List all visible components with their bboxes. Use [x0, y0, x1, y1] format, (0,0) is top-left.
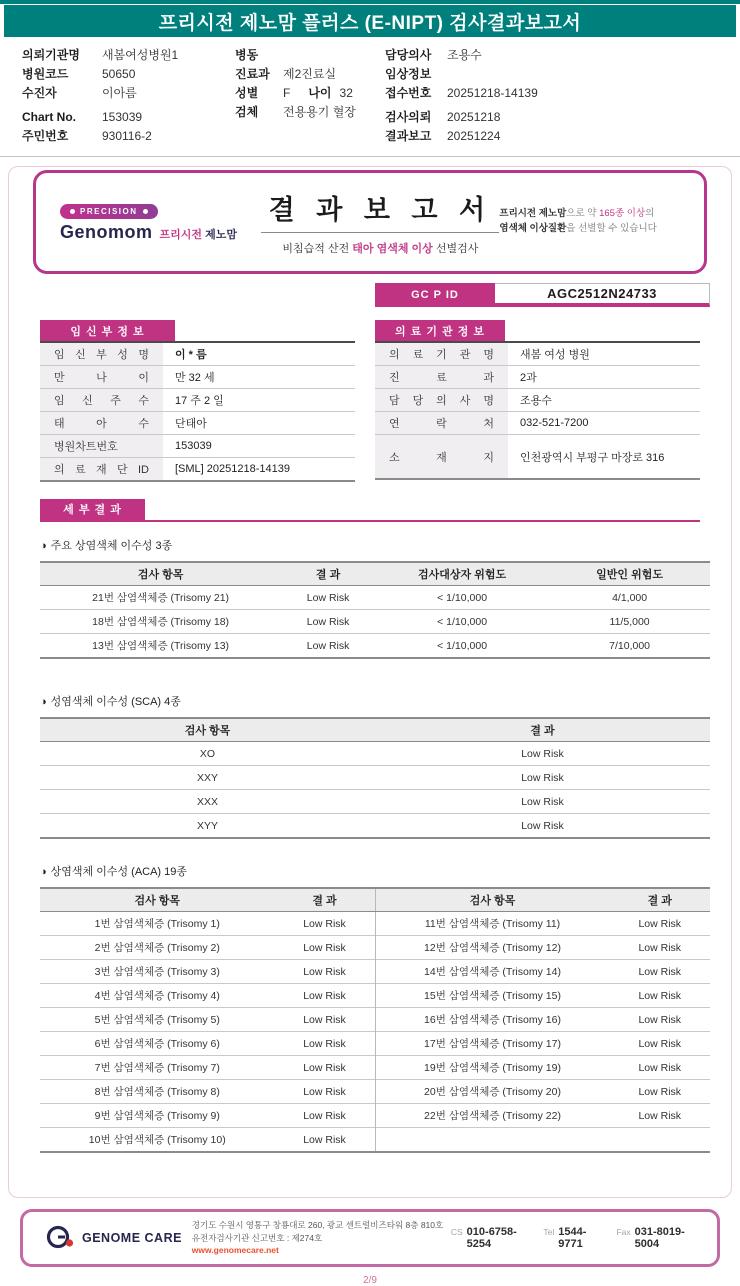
table-cell: Low Risk	[281, 610, 375, 634]
table-cell: 8번 삼염색체증 (Trisomy 8)	[40, 1080, 275, 1104]
table-cell: 검사 항목	[375, 888, 610, 912]
table-cell: 임 신 주 수	[40, 389, 163, 412]
table-cell: Low Risk	[281, 634, 375, 659]
field-label: 의뢰기관명	[22, 48, 80, 62]
gcpid-row	[375, 283, 710, 307]
maternal-info-badge: 임 신 부 정 보	[40, 320, 175, 341]
report-title-bar	[4, 5, 736, 37]
field-department	[235, 65, 385, 84]
institution-info-section	[375, 320, 700, 482]
report-main-title: 결 과 보 고 서	[268, 195, 493, 225]
institution-info-badge: 의 료 기 관 정 보	[375, 320, 505, 341]
table-row	[40, 1128, 710, 1153]
table-cell: 18번 삼염색체증 (Trisomy 18)	[40, 610, 281, 634]
half-circle-bullet-icon: ◑	[40, 540, 47, 552]
table-cell: 19번 삼염색체증 (Trisomy 19)	[375, 1056, 610, 1080]
table-row	[40, 984, 710, 1008]
field-value: 153039	[102, 110, 143, 124]
table-cell: 16번 삼염색체증 (Trisomy 16)	[375, 1008, 610, 1032]
field-requesting-institution	[22, 46, 235, 65]
table-cell: 3번 삼염색체증 (Trisomy 3)	[40, 960, 275, 984]
fax-contact	[616, 1226, 695, 1250]
contact-kind: CS	[450, 1227, 463, 1237]
table-row	[40, 1080, 710, 1104]
subtitle-suffix: 선별검사	[432, 243, 479, 255]
table-cell: 소 재 지	[375, 435, 508, 480]
table-row	[375, 435, 700, 480]
table-cell: Low Risk	[375, 766, 710, 790]
table-cell: Low Risk	[638, 917, 682, 930]
table-cell: 153039	[163, 435, 355, 458]
field-resident-no	[22, 127, 235, 146]
table-cell: 담 당 의 사 명	[375, 389, 508, 412]
table-row	[40, 634, 710, 659]
report-subtitle	[261, 240, 499, 256]
field-chart-no	[22, 108, 235, 127]
field-ward	[235, 46, 385, 65]
field-label: Chart No.	[22, 110, 76, 124]
field-label: 주민번호	[22, 129, 69, 143]
website-link: www.genomecare.net	[191, 1245, 279, 1256]
table-cell: [SML] 20251218-14139	[163, 458, 355, 482]
table-row	[40, 912, 710, 936]
info-section	[40, 320, 700, 482]
field-value: F	[283, 86, 291, 100]
subtitle-highlight: 태아 염색체 이상	[352, 243, 433, 255]
table-cell: Low Risk	[610, 1080, 711, 1104]
table-row	[40, 1056, 710, 1080]
table-cell: 13번 삼염색체증 (Trisomy 13)	[40, 634, 281, 659]
primary-aneuploidy-table	[40, 561, 710, 659]
table-cell: < 1/10,000	[375, 610, 549, 634]
field-value: 20251218	[447, 110, 501, 124]
table-header-row	[40, 888, 710, 912]
brand-name-korean	[160, 226, 237, 242]
table-cell: 의 료 재 단 ID	[40, 458, 163, 482]
table-cell	[375, 1128, 610, 1153]
promo-text	[499, 207, 704, 236]
table-cell: Low Risk	[610, 1032, 711, 1056]
report-body	[0, 170, 740, 1286]
table-cell: 2과	[508, 366, 700, 389]
gcpid-value: AGC2512N24733	[495, 283, 710, 307]
report-title-block	[261, 188, 499, 256]
table-cell: 단태아	[163, 412, 355, 435]
field-label: 검체	[235, 105, 259, 119]
field-value: 제2진료실	[283, 67, 337, 81]
title-underline	[261, 232, 499, 233]
table-row	[40, 936, 710, 960]
field-value: 새봄여성병원1	[102, 48, 179, 62]
table-cell: 20번 삼염색체증 (Trisomy 20)	[375, 1080, 610, 1104]
table-cell: 병원차트번호	[40, 435, 163, 458]
field-label: 병원코드	[22, 67, 69, 81]
table-cell: 15번 삼염색체증 (Trisomy 15)	[375, 984, 610, 1008]
contact-number: 010-6758-5254	[466, 1226, 517, 1250]
promo-normal: 을 선별할 수 있습니다	[566, 223, 657, 234]
promo-bold: 염색체 이상질환	[499, 223, 567, 234]
table-header-row	[40, 562, 710, 586]
table-cell: Low Risk	[275, 960, 376, 984]
table-cell: Low Risk	[610, 1056, 711, 1080]
brand-name: Genomom	[60, 222, 153, 242]
report-header-box	[33, 170, 707, 274]
field-value: 조용수	[447, 48, 482, 62]
field-sex-age	[235, 84, 385, 103]
table-cell: Low Risk	[275, 936, 376, 960]
contact-kind: Fax	[616, 1227, 631, 1237]
footer-box	[20, 1209, 720, 1267]
table-cell: 결 과	[375, 718, 710, 742]
table-cell: Low Risk	[375, 790, 710, 814]
promo-highlight: 165종 이상	[599, 208, 646, 220]
table-cell: 검사 항목	[40, 562, 281, 586]
table-cell: 9번 삼염색체증 (Trisomy 9)	[40, 1104, 275, 1128]
field-value: 20251224	[447, 129, 501, 143]
table-cell: < 1/10,000	[437, 591, 488, 604]
patient-header-col2	[235, 46, 385, 146]
table-row	[40, 586, 710, 610]
table-cell: 4/1,000	[612, 591, 648, 604]
footer-contacts	[451, 1226, 695, 1250]
table-cell: 만 나 이	[40, 366, 163, 389]
field-value: 전용용기 혈장	[283, 105, 356, 119]
field-label: 병동	[235, 48, 259, 62]
table-cell: 14번 삼염색체증 (Trisomy 14)	[375, 960, 610, 984]
table-cell: Low Risk	[610, 984, 711, 1008]
table-cell: 검사대상자 위험도	[375, 562, 549, 586]
subtitle-prefix: 비침습적 산전	[282, 243, 353, 255]
table-cell: 임 신 부 성 명	[40, 342, 163, 366]
maternal-info-table	[40, 341, 355, 482]
patient-header-col1	[22, 46, 235, 146]
field-label: 나이	[308, 86, 332, 100]
detail-results-rule	[40, 499, 700, 522]
aca-subsection-title	[40, 863, 700, 879]
brand-kr-rest: 제노맘	[205, 229, 237, 241]
sca-subsection-title	[40, 693, 700, 709]
brand-line	[60, 222, 261, 243]
table-cell: Low Risk	[275, 1008, 376, 1032]
table-cell: 17번 삼염색체증 (Trisomy 17)	[375, 1032, 610, 1056]
table-cell: Low Risk	[275, 1080, 376, 1104]
table-cell: 22번 삼염색체증 (Trisomy 22)	[375, 1104, 610, 1128]
maternal-info-section	[40, 320, 355, 482]
field-value: 이아름	[102, 86, 137, 100]
table-cell: XXX	[40, 790, 375, 814]
table-cell: < 1/10,000	[375, 634, 549, 659]
table-cell: 새봄 여성 병원	[520, 349, 590, 361]
table-cell: Low Risk	[275, 984, 376, 1008]
table-cell: 태 아 수	[40, 412, 163, 435]
table-cell: 032-521-7200	[508, 412, 700, 435]
table-row	[375, 389, 700, 412]
table-row	[40, 435, 355, 458]
address-line: 경기도 수원시 영통구 창룡대로 260, 광교 센트럴비즈타워 8층 810호	[191, 1219, 444, 1230]
table-cell: XXY	[40, 766, 375, 790]
table-cell: XYY	[40, 814, 375, 839]
brand-kr-highlight: 프리시전	[159, 229, 203, 241]
field-request-date	[385, 108, 685, 127]
table-cell: 일반인 위험도	[549, 562, 710, 586]
table-cell: 의 료 기 관 명	[375, 342, 508, 366]
table-cell: 7/10,000	[549, 634, 710, 659]
table-header-row	[40, 718, 710, 742]
table-cell: 연 락 처	[375, 412, 508, 435]
field-receipt-no	[385, 84, 685, 103]
patient-header	[0, 37, 740, 157]
institution-info-table	[375, 341, 700, 480]
table-row	[40, 366, 355, 389]
badge-dot-icon	[143, 209, 148, 214]
table-cell: 6번 삼염색체증 (Trisomy 6)	[40, 1032, 275, 1056]
field-label: 성별	[235, 86, 259, 100]
gcpid-label: GC P ID	[375, 283, 495, 307]
contact-number: 031-8019-5004	[634, 1226, 685, 1250]
genome-care-logo	[45, 1224, 192, 1252]
genome-care-logo-text: GENOME CARE	[82, 1231, 182, 1245]
table-cell: 결 과	[275, 888, 376, 912]
top-border-strip	[0, 0, 740, 4]
table-cell: Low Risk	[610, 1008, 711, 1032]
cs-contact	[451, 1226, 528, 1250]
table-cell: 1번 삼염색체증 (Trisomy 1)	[94, 918, 220, 930]
table-cell: 17 주 2 일	[163, 389, 355, 412]
table-cell: 만 32 세	[163, 366, 355, 389]
detail-results-badge: 세 부 결 과	[40, 499, 145, 520]
field-label: 검사의뢰	[385, 110, 432, 124]
field-specimen	[235, 103, 385, 122]
table-row	[40, 814, 710, 839]
table-cell: 검사 항목	[40, 718, 375, 742]
table-cell: 11/5,000	[549, 610, 710, 634]
table-row	[40, 610, 710, 634]
table-cell: Low Risk	[521, 747, 564, 760]
promo-bold: 프리시전 제노맘	[499, 208, 567, 220]
contact-kind: Tel	[543, 1227, 555, 1237]
subsection-label: 상염색체 이수성 (ACA) 19종	[50, 866, 188, 878]
table-cell: Low Risk	[275, 1104, 376, 1128]
promo-normal: 으로 약	[566, 208, 600, 220]
badge-dot-icon	[70, 209, 75, 214]
field-value: 20251218-14139	[447, 86, 538, 100]
footer-address	[192, 1219, 451, 1257]
field-report-date	[385, 127, 685, 146]
table-cell: Low Risk	[306, 591, 350, 604]
page-title: 프리시전 제노맘 플러스 (E-NIPT) 검사결과보고서	[158, 12, 582, 34]
field-value: 32	[339, 86, 353, 100]
field-clinical-info	[385, 65, 685, 84]
field-label: 임상정보	[385, 67, 432, 81]
promo-normal: 의	[645, 208, 655, 220]
aca-table	[40, 887, 710, 1153]
field-doctor	[385, 46, 685, 65]
table-cell: Low Risk	[375, 814, 710, 839]
table-cell: Low Risk	[610, 960, 711, 984]
table-row	[40, 1032, 710, 1056]
table-cell: 조용수	[508, 389, 700, 412]
table-row	[40, 960, 710, 984]
table-cell	[610, 1128, 711, 1153]
table-row	[375, 342, 700, 366]
field-value: 50650	[102, 67, 136, 81]
table-row	[375, 412, 700, 435]
table-row	[40, 742, 710, 766]
precision-badge	[60, 204, 158, 219]
table-cell: Low Risk	[275, 1128, 376, 1153]
table-cell: 21번 삼염색체증 (Trisomy 21)	[92, 592, 230, 604]
table-cell: 4번 삼염색체증 (Trisomy 4)	[40, 984, 275, 1008]
field-label: 진료과	[235, 67, 270, 81]
half-circle-bullet-icon: ◑	[40, 866, 47, 878]
half-circle-bullet-icon: ◑	[40, 696, 47, 708]
patient-header-col3	[385, 46, 685, 146]
table-cell: 2번 삼염색체증 (Trisomy 2)	[40, 936, 275, 960]
field-hospital-code	[22, 65, 235, 84]
precision-badge-label: PRECISION	[80, 207, 138, 216]
table-cell: 12번 삼염색체증 (Trisomy 12)	[375, 936, 610, 960]
table-row	[375, 366, 700, 389]
table-cell: 결 과	[610, 888, 711, 912]
field-value: 930116-2	[102, 129, 152, 143]
table-cell: Low Risk	[610, 1104, 711, 1128]
field-label: 담당의사	[385, 48, 432, 62]
table-cell: 10번 삼염색체증 (Trisomy 10)	[40, 1128, 275, 1153]
table-row	[40, 458, 355, 482]
field-examinee	[22, 84, 235, 103]
table-row	[40, 1104, 710, 1128]
table-cell: 7번 삼염색체증 (Trisomy 7)	[40, 1056, 275, 1080]
table-cell: 진 료 과	[375, 366, 508, 389]
contact-number: 1544-9771	[558, 1226, 587, 1250]
table-cell: 11번 삼염색체증 (Trisomy 11)	[424, 918, 561, 930]
genomom-logo	[36, 201, 261, 243]
table-cell: 결 과	[281, 562, 375, 586]
subsection-label: 주요 상염색체 이수성 3종	[50, 540, 173, 552]
table-row	[40, 389, 355, 412]
table-row	[40, 1008, 710, 1032]
table-row	[40, 342, 355, 366]
table-row	[40, 766, 710, 790]
table-cell: 인천광역시 부평구 마장로 316	[508, 435, 700, 480]
table-row	[40, 790, 710, 814]
table-row	[40, 412, 355, 435]
field-label: 접수번호	[385, 86, 432, 100]
table-cell: Low Risk	[275, 1032, 376, 1056]
genome-care-logo-icon	[45, 1224, 75, 1252]
table-cell: XO	[199, 747, 216, 760]
table-cell: Low Risk	[275, 912, 376, 936]
tel-contact	[543, 1226, 600, 1250]
sca-table	[40, 717, 710, 839]
table-cell: 이 * 름	[175, 349, 207, 361]
table-cell: 5번 삼염색체증 (Trisomy 5)	[40, 1008, 275, 1032]
primary-subsection-title	[40, 537, 700, 553]
subsection-label: 성염색체 이수성 (SCA) 4종	[50, 696, 181, 708]
table-cell: Low Risk	[610, 936, 711, 960]
page-number: 2/9	[363, 1275, 377, 1286]
field-label: 결과보고	[385, 129, 432, 143]
table-cell: Low Risk	[275, 1056, 376, 1080]
table-cell: 검사 항목	[40, 888, 275, 912]
registration-line: 유전자검사기관 신고번호 : 제274호	[191, 1232, 323, 1243]
field-label: 수진자	[22, 86, 57, 100]
